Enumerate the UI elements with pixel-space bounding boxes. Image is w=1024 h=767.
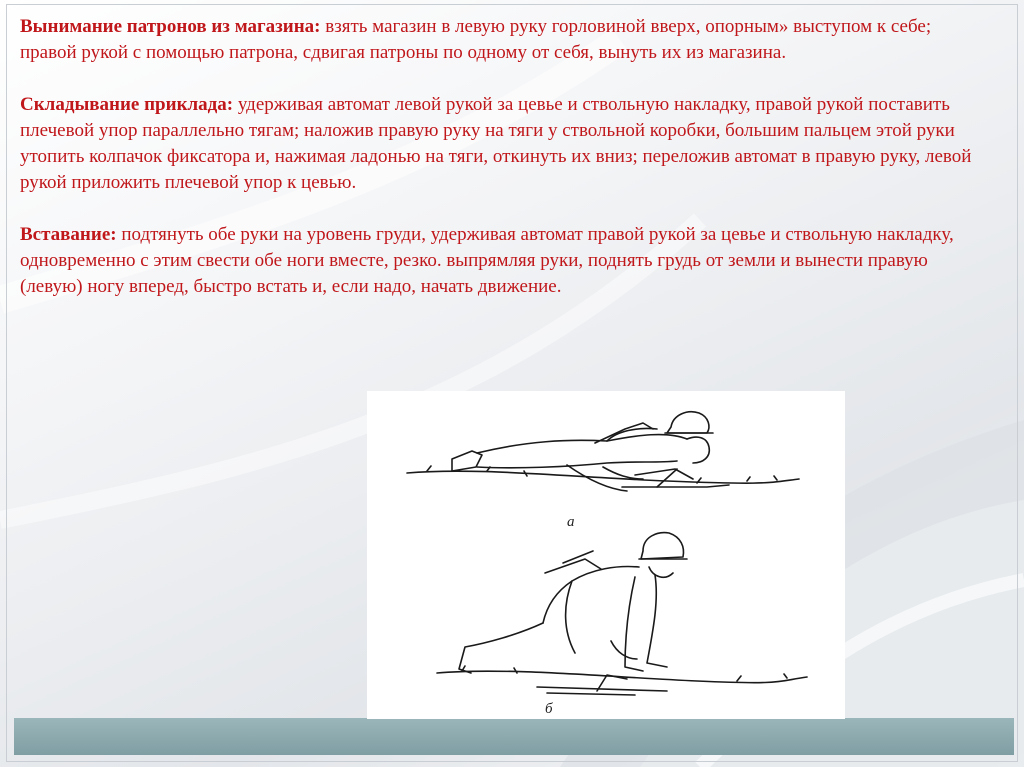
soldier-illustration xyxy=(367,391,845,719)
paragraph-body: подтянуть обе руки на уровень груди, удерживая автомат правой рукой за цевье и ствольную накладку, одновременно с этим свести обе ноги вместе, резко. выпрямляя руки, поднять грудь от земли и вынести правую (левую) ногу вперед, быстро встать и, если надо, начать движение. xyxy=(20,224,954,297)
figure-label-a: а xyxy=(567,514,575,530)
figure-label-b: б xyxy=(545,701,553,717)
paragraph-title: Складывание приклада: xyxy=(20,94,234,115)
paragraph-body: удерживая автомат левой рукой за цевье и ствольную накладку, правой рукой поставить плечевой упор параллельно тягам; наложив правую руку на тяги у ствольной коробки, большим пальцем этой руки утопить колпачок фиксатора и, нажимая ладонью на тяги, откинуть их вниз; переложив автомат в правую руку, левой рукой приложить плечевой упор к цевью. xyxy=(20,94,972,193)
soldier-drawings xyxy=(367,391,845,719)
instructions-text xyxy=(20,14,980,326)
ground-b xyxy=(437,666,807,683)
paragraph-title: Вынимание патронов из магазина: xyxy=(20,16,321,37)
paragraph-body: взять магазин в левую руку горловиной вверх, опорным» выступом к себе; правой рукой с помощью патрона, сдвигая патроны по одному от себя, вынуть их из магазина. xyxy=(20,16,932,63)
paragraph-standing xyxy=(20,222,980,300)
paragraph-title: Вставание: xyxy=(20,224,117,245)
soldier-crawling xyxy=(452,412,729,491)
bottom-band xyxy=(14,718,1014,755)
paragraph-stock xyxy=(20,92,980,196)
paragraph-magazine xyxy=(20,14,980,66)
